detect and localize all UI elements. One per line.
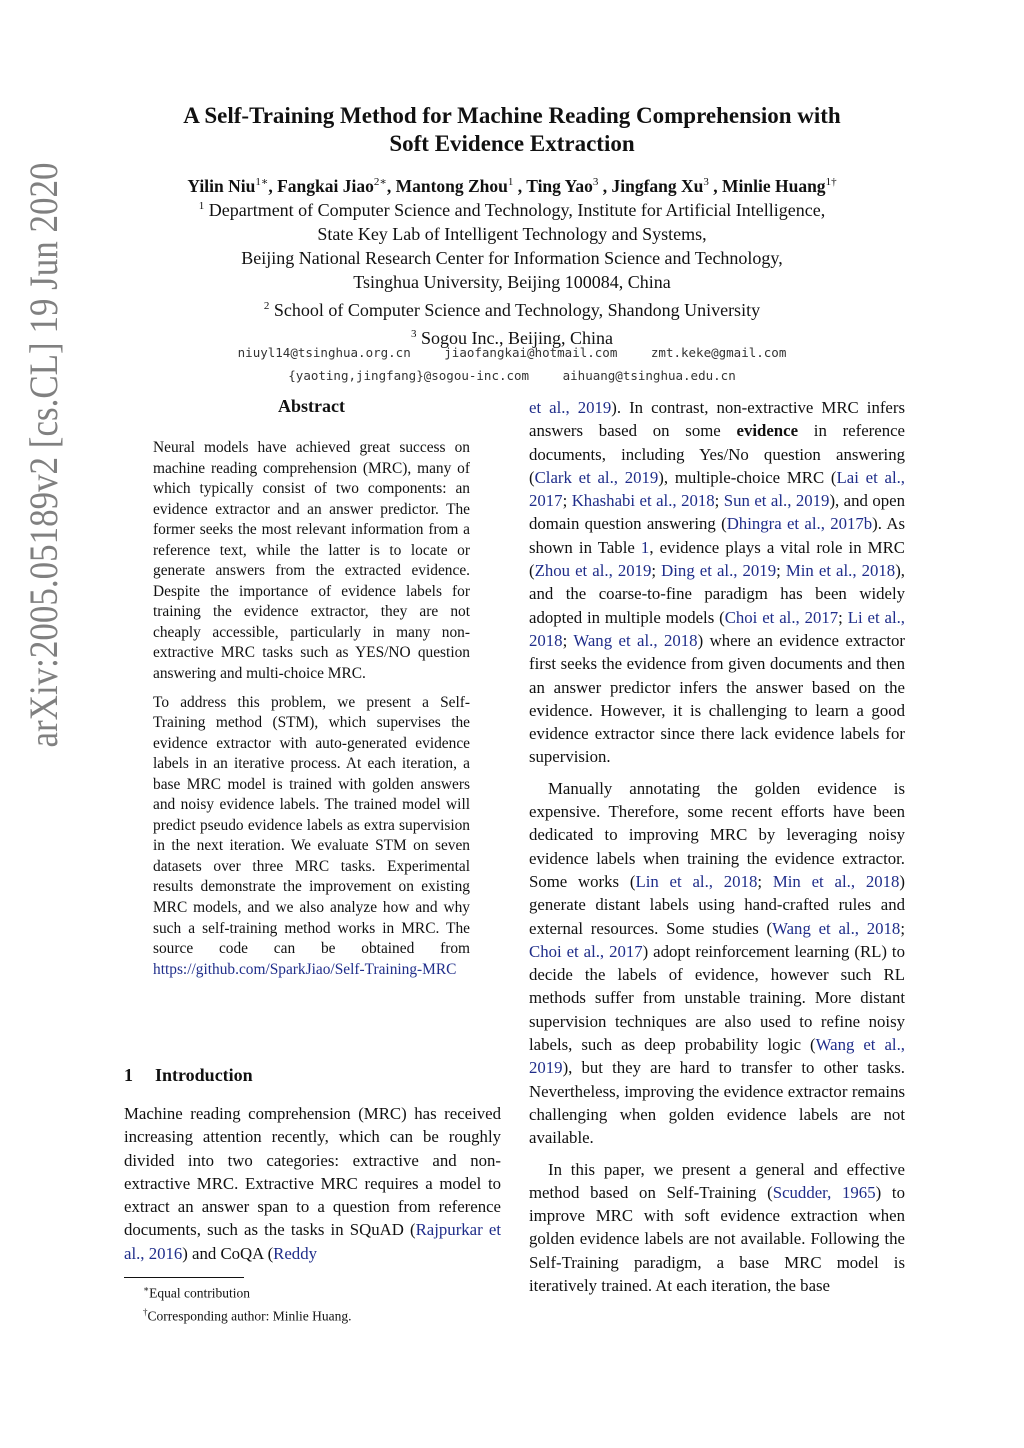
citation-link[interactable]: Sun et al., 2019: [723, 491, 830, 511]
affiliation-text: Department of Computer Science and Technology, Institute for Artificial Intelligence,: [208, 200, 826, 220]
author-name: Jingfang Xu: [611, 175, 704, 196]
author-name: Fangkai Jiao: [277, 175, 374, 196]
email-address[interactable]: jiaofangkai@hotmail.com: [444, 345, 618, 360]
intro-text: ), multiple-choice MRC (: [658, 467, 837, 487]
footnotes: [143, 1280, 351, 1325]
citation-link[interactable]: Li et al., 2018: [529, 607, 906, 650]
intro-text: Manually annotating the golden evidence is expensive. Therefore, some recent efforts have been dedicated to improving MRC by leveraging noisy evidence labels when training the evidence extractor. Some works (: [529, 778, 905, 891]
affiliation-1-line-2: State Key Lab of Intelligent Technology and Systems,: [317, 224, 707, 244]
intro-text: ), and the coarse-to-fine paradigm has been widely adopted in multiple models (: [529, 561, 905, 627]
emphasis-evidence: evidence: [736, 421, 799, 441]
affiliation-2: [0, 294, 1024, 322]
affiliation-1-line-1: [0, 194, 1024, 222]
abstract-paragraph-2-text: To address this problem, we present a Self-Training method (STM), which supervises the evidence extractor with auto-generated evidence labels in an iterative process. At each iteration, a base MRC model is trained with golden answers and noisy evidence labels. The trained model will predict pseudo evidence labels as extra supervision in the next iteration. We evaluate STM on seven datasets over three MRC tasks. Experimental results demonstrate the improvement on existing MRC models, and we also analyze how and why such a self-training method works in MRC. The source code can be obtained from: [153, 693, 470, 958]
author-name: Yilin Niu: [187, 175, 256, 196]
arxiv-stamp: [8, 78, 78, 1045]
abstract-paragraph-1: Neural models have achieved great success on machine reading comprehension (MRC), many of which typically consist of two components: an evidence extractor and an answer predictor. The former seeks the most relevant information from a reference text, while the latter is to locate or generate answers from the extracted evidence. Despite the importance of evidence labels for training the evidence extractor, they are not cheaply accessible, particularly in many non-extractive MRC tasks such as YES/NO question answering and multi-choice MRC.: [153, 439, 470, 683]
footnote-text: Equal contribution: [149, 1285, 250, 1301]
table-reference-link[interactable]: 1: [640, 537, 650, 557]
citation-link[interactable]: Rajpurkar et al., 2016: [124, 1220, 501, 1263]
footnote-rule: [124, 1277, 244, 1278]
author-mark: 1∗: [255, 176, 269, 188]
author-mark: 1†: [825, 176, 837, 188]
affiliations: [0, 194, 1024, 350]
email-address[interactable]: {yaoting,jingfang}@sogou-inc.com: [288, 368, 530, 383]
citation-link[interactable]: Dhingra et al., 2017b: [726, 514, 873, 534]
citation-link[interactable]: Choi et al., 2017: [529, 941, 643, 961]
email-address[interactable]: aihuang@tsinghua.edu.cn: [562, 368, 736, 383]
affiliation-text: Sogou Inc., Beijing, China: [421, 328, 613, 348]
intro-text: ) generate distant labels using hand-crafted rules and external resources. Some studies (: [529, 871, 905, 938]
source-code-link[interactable]: https://github.com/SparkJiao/Self-Training-MRC: [153, 960, 457, 978]
affiliation-1-line-3: Beijing National Research Center for Information Science and Technology,: [241, 248, 783, 268]
citation-link[interactable]: Ding et al., 2019: [661, 561, 777, 581]
affiliation-mark: 1: [198, 200, 205, 212]
citation-link[interactable]: Zhou et al., 2019: [534, 561, 652, 581]
citation-link[interactable]: Choi et al., 2017: [724, 607, 839, 627]
citation-link[interactable]: Lai et al., 2017: [529, 467, 905, 511]
citation-link[interactable]: et al., 2019: [529, 398, 612, 417]
citation-link[interactable]: Wang et al., 2019: [529, 1035, 905, 1078]
intro-paragraph-3: [529, 1158, 905, 1298]
intro-paragraph-2: Manually annotating the golden evidence is expensive. Therefore, some recent efforts have been dedicated to improving MRC by leveraging noisy evidence labels when training the evidence extractor. Some works (Lin et al., 2018; Min et al., 2018) generate distant labels using hand-crafted rules and external resources. Some studies (Wang et al., 2018; Choi et al., 2017) adopt reinforcement learning (RL) to decide the labels of evidence, however such RL methods suffer from unstable training. More distant supervision techniques are also used to refine noisy labels, such as deep probability logic (Wang et al., 2019), but they are hard to transfer to other tasks. Nevertheless, improving the evidence extractor remains challenging when golden evidence labels are not available.: [529, 778, 905, 1148]
citation-link[interactable]: Min et al., 2018: [785, 561, 896, 581]
abstract-paragraph-2: [153, 693, 470, 981]
section-number: 1: [124, 1065, 133, 1085]
email-address[interactable]: zmt.keke@gmail.com: [650, 345, 787, 360]
citation-link[interactable]: Scudder, 1965: [772, 1182, 876, 1202]
abstract-body: [153, 438, 470, 988]
citation-link[interactable]: Khashabi et al., 2018: [571, 491, 715, 511]
footnote-2: [143, 1303, 351, 1326]
section-heading-introduction: [124, 1065, 253, 1086]
abstract-heading: Abstract: [278, 396, 345, 416]
intro-text: ). As shown in Table: [529, 514, 905, 557]
citation-link[interactable]: Clark et al., 2019: [534, 467, 659, 487]
footnote-mark: ∗: [143, 1284, 150, 1294]
intro-text: ) to improve MRC with soft evidence extraction when golden evidence labels are not available. Following the Self-Training paradigm, a base MRC model is iteratively trained. At each iteration, the base: [529, 1182, 905, 1295]
intro-text: In this paper, we present a general and effective method based on Self-Training (: [529, 1159, 905, 1202]
intro-text: ), but they are hard to transfer to other tasks. Nevertheless, improving the evidence extractor remains challenging when golden evidence labels are not available.: [529, 1058, 905, 1148]
intro-text: ) and CoQA (: [182, 1243, 274, 1263]
email-address[interactable]: niuyl14@tsinghua.org.cn: [237, 345, 411, 360]
footnote-1: [143, 1280, 351, 1303]
intro-text: in reference documents, including Yes/No question answering (: [529, 421, 905, 487]
section-title: Introduction: [155, 1065, 253, 1085]
right-column: [529, 396, 905, 1305]
citation-link[interactable]: Lin et al., 2018: [635, 871, 758, 891]
intro-text: ) where an evidence extractor first seeks the evidence from given documents and then an answer predictor infers the answer based on the evidence. However, it is challenging to learn a good evidence extractor since there lack evidence labels for supervision.: [529, 630, 905, 767]
citation-link[interactable]: Min et al., 2018: [772, 871, 900, 891]
footnote-mark: †: [143, 1306, 148, 1317]
affiliation-1-line-4: Tsinghua University, Beijing 100084, China: [353, 272, 671, 292]
intro-paragraph-1-continued: et al., 2019). In contrast, non-extractive MRC infers answers based on some evidence in reference documents, including Yes/No question answering (Clark et al., 2019), multiple-choice MRC (Lai et al., 2017; Khashabi et al., 2018; Sun et al., 2019), and open domain question answering (Dhingra et al., 2017b). As shown in Table 1, evidence plays a vital role in MRC (Zhou et al., 2019; Ding et al., 2019; Min et al., 2018), and the coarse-to-fine paradigm has been widely adopted in multiple models (Choi et al., 2017; Li et al., 2018; Wang et al., 2018) where an evidence extractor first seeks the evidence from given documents and then an answer predictor infers the answer based on the evidence. However, it is challenging to learn a good evidence extractor since there lack evidence labels for supervision.: [529, 398, 906, 767]
intro-text: ) adopt reinforcement learning (RL) to decide the labels of evidence, however such RL methods suffer from unstable training. More distant supervision techniques are also used to refine noisy labels, such as deep probability logic (: [529, 941, 905, 1055]
author-mark: 1: [507, 176, 514, 188]
author-mark: 2∗: [373, 176, 387, 188]
intro-paragraph-1: [124, 1102, 501, 1265]
citation-link[interactable]: Wang et al., 2018: [573, 630, 698, 650]
citation-link[interactable]: Wang et al., 2018: [772, 918, 901, 938]
author-mark: 3: [703, 176, 709, 188]
affiliation-mark: 2: [263, 300, 270, 312]
author-list: Yilin Niu$^{1∗}$, Fangkai Jiao$^{2∗}$, Mantong Zhou$^1$ , Ting Yao$^3$ , Jingfang Xu$^3$ , Minlie Huang$^{1\dagger}$: [187, 175, 837, 196]
intro-text: , evidence plays a vital role in MRC (: [529, 537, 905, 581]
citation-link[interactable]: Reddy: [273, 1243, 317, 1263]
intro-text: Machine reading comprehension (MRC) has received increasing attention recently, which can be roughly divided into two categories: extractive and non-extractive MRC. Extractive MRC requires a model to extract an answer span to a question from reference documents, such as the tasks in SQuAD (: [124, 1104, 501, 1240]
arxiv-stamp-text: arXiv:2005.05189v2 [cs.CL] 19 Jun 2020: [21, 78, 67, 748]
author-name: Ting Yao: [526, 175, 593, 196]
footnote-text: Corresponding author: Minlie Huang.: [147, 1308, 352, 1323]
intro-text: ), and open domain question answering (: [529, 491, 905, 534]
email-list: [0, 341, 1024, 387]
author-mark: 3: [592, 176, 599, 188]
author-name: Minlie Huang: [722, 175, 826, 196]
intro-text: ). In contrast, non-extractive MRC infers answers based on some: [529, 398, 905, 441]
affiliation-text: School of Computer Science and Technology, Shandong University: [273, 300, 761, 320]
paper-title: [0, 102, 1024, 158]
affiliation-mark: 3: [411, 328, 417, 340]
intro-left-column: [124, 1102, 501, 1265]
author-name: Mantong Zhou: [395, 175, 508, 196]
title-line-2: Soft Evidence Extraction: [389, 131, 635, 156]
title-line-1: A Self-Training Method for Machine Reading Comprehension with: [183, 103, 841, 128]
